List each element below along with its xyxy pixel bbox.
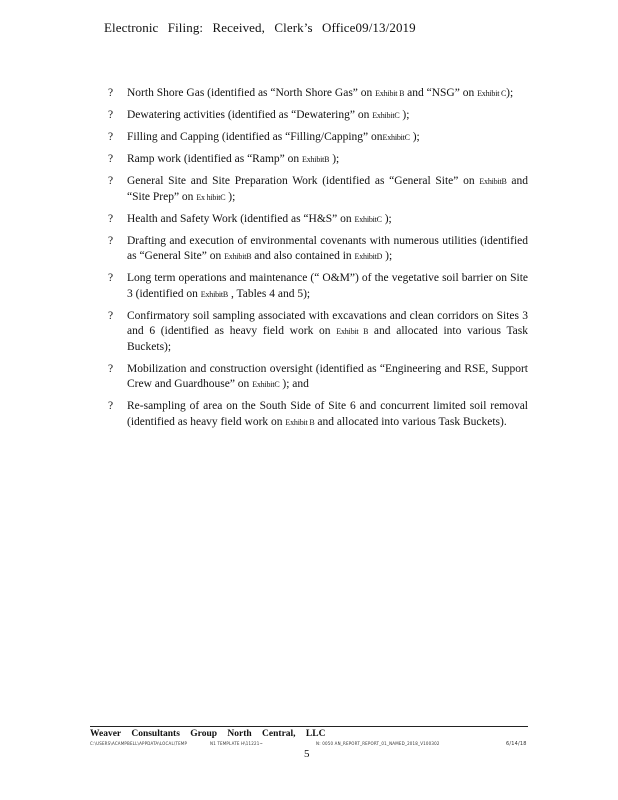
text-run: and allocated into various Task Buckets). <box>314 415 507 428</box>
page-number: 5 <box>304 748 310 760</box>
text-run: Confirmatory soil sampling associated with excavations and clean corridors on Sites 3 and 6 (identified as heavy field work on <box>127 309 528 337</box>
list-item <box>108 130 528 146</box>
exhibit-reference: Ex hibitC <box>196 192 226 202</box>
bullet-glyph: ? <box>108 175 114 187</box>
footer-divider <box>90 726 528 727</box>
list-item-text <box>127 108 409 124</box>
list-item <box>108 108 528 124</box>
task-list <box>108 86 528 437</box>
footer-doc-id: N: 0050 AN_REPORT_REPORT_01_NAMED_2018_V100302 <box>316 741 440 746</box>
text-run: and allocated into various Task Buckets); <box>127 325 528 353</box>
text-run: ); <box>506 87 514 99</box>
exhibit-reference: ExhibitB <box>302 155 330 164</box>
exhibit-reference: ExhibitC <box>372 111 400 120</box>
text-run: ); <box>409 131 420 143</box>
exhibit-reference: ExhibitC <box>252 380 280 389</box>
text-run: ); and <box>279 378 309 390</box>
text-run: ); <box>382 250 393 262</box>
footer-date: 6/14/18 <box>506 741 527 747</box>
text-run: Ramp work (identified as “Ramp” on <box>127 153 303 165</box>
list-item <box>108 399 528 430</box>
bullet-glyph: ? <box>108 234 114 247</box>
list-item <box>108 309 528 356</box>
bullet-glyph: ? <box>108 400 114 412</box>
text-run: Re-sampling of area on the South Side of Site 6 and concurrent limited soil removal (identified as heavy field work on <box>127 400 528 428</box>
exhibit-reference: ExhibitC <box>382 133 410 142</box>
bullet-glyph: ? <box>108 212 114 225</box>
text-run: North Shore Gas (identified as “North Shore Gas” on <box>127 87 376 99</box>
text-run: Mobilization and construction oversight (identified as “Engineering and RSE, Support Crew and Guardhouse” on <box>127 362 528 390</box>
exhibit-reference: Exhibit B <box>375 89 405 98</box>
text-run: and “Site Prep” on <box>127 175 528 203</box>
footer-firm-name: Weaver Consultants Group North Central, LLC <box>90 729 326 739</box>
list-item <box>108 174 528 205</box>
list-item-text <box>127 86 513 102</box>
list-item-text <box>127 399 528 430</box>
list-item-text <box>127 362 528 393</box>
exhibit-reference: ExhibitB <box>200 289 229 299</box>
list-item-text <box>127 271 528 302</box>
list-item-text <box>127 309 528 356</box>
exhibit-reference: Exhibit C <box>477 89 507 98</box>
text-run: , Tables 4 and 5); <box>228 287 311 300</box>
text-run: Long term operations and maintenance (“ O&M”) of the vegetative soil barrier on Site 3 (identified on <box>127 272 528 300</box>
exhibit-reference: Exhibit B <box>336 327 369 336</box>
footer-path: C:\USERS\ACAMPBELL\APPDATA\LOCAL\TEMP <box>90 741 188 746</box>
text-run: ); <box>399 109 410 121</box>
list-item-text <box>127 234 528 265</box>
bullet-glyph: ? <box>108 272 114 284</box>
exhibit-reference: ExhibitB <box>479 177 507 186</box>
filing-header: Electronic Filing: Received, Clerk’s Office09/13/2019 <box>104 20 416 35</box>
list-item <box>108 234 528 265</box>
list-item-text <box>127 130 420 146</box>
bullet-glyph: ? <box>108 153 114 165</box>
list-item <box>108 271 528 302</box>
text-run: Filling and Capping (identified as “Filling/Capping” on <box>127 131 383 143</box>
list-item <box>108 152 528 168</box>
text-run: ); <box>329 153 340 165</box>
list-item <box>108 362 528 393</box>
bullet-glyph: ? <box>108 131 114 143</box>
bullet-glyph: ? <box>108 309 114 322</box>
text-run: Drafting and execution of environmental covenants with numerous utilities (identified as “General Site” on <box>127 234 528 262</box>
list-item-text <box>127 212 392 228</box>
text-run: and “NSG” on <box>404 87 478 99</box>
list-item-text <box>127 152 339 168</box>
list-item-text <box>127 174 528 205</box>
list-item <box>108 86 528 102</box>
exhibit-reference: ExhibitC <box>354 214 382 224</box>
text-run: Dewatering activities (identified as “Dewatering” on <box>127 109 373 121</box>
footer-template: N1 TEMPLATE H\11221~ <box>210 741 264 746</box>
bullet-glyph: ? <box>108 109 114 121</box>
text-run: Health and Safety Work (identified as “H&S” on <box>127 212 355 225</box>
text-run: General Site and Site Preparation Work (identified as “General Site” on <box>127 175 480 187</box>
text-run: and also contained in <box>251 250 355 262</box>
text-run: ); <box>225 190 236 203</box>
exhibit-reference: ExhibitD <box>354 252 383 261</box>
text-run: ); <box>381 212 392 225</box>
exhibit-reference: ExhibitB <box>224 252 252 261</box>
bullet-glyph: ? <box>108 362 114 375</box>
list-item <box>108 212 528 228</box>
bullet-glyph: ? <box>108 87 114 99</box>
exhibit-reference: Exhibit B <box>285 417 315 427</box>
